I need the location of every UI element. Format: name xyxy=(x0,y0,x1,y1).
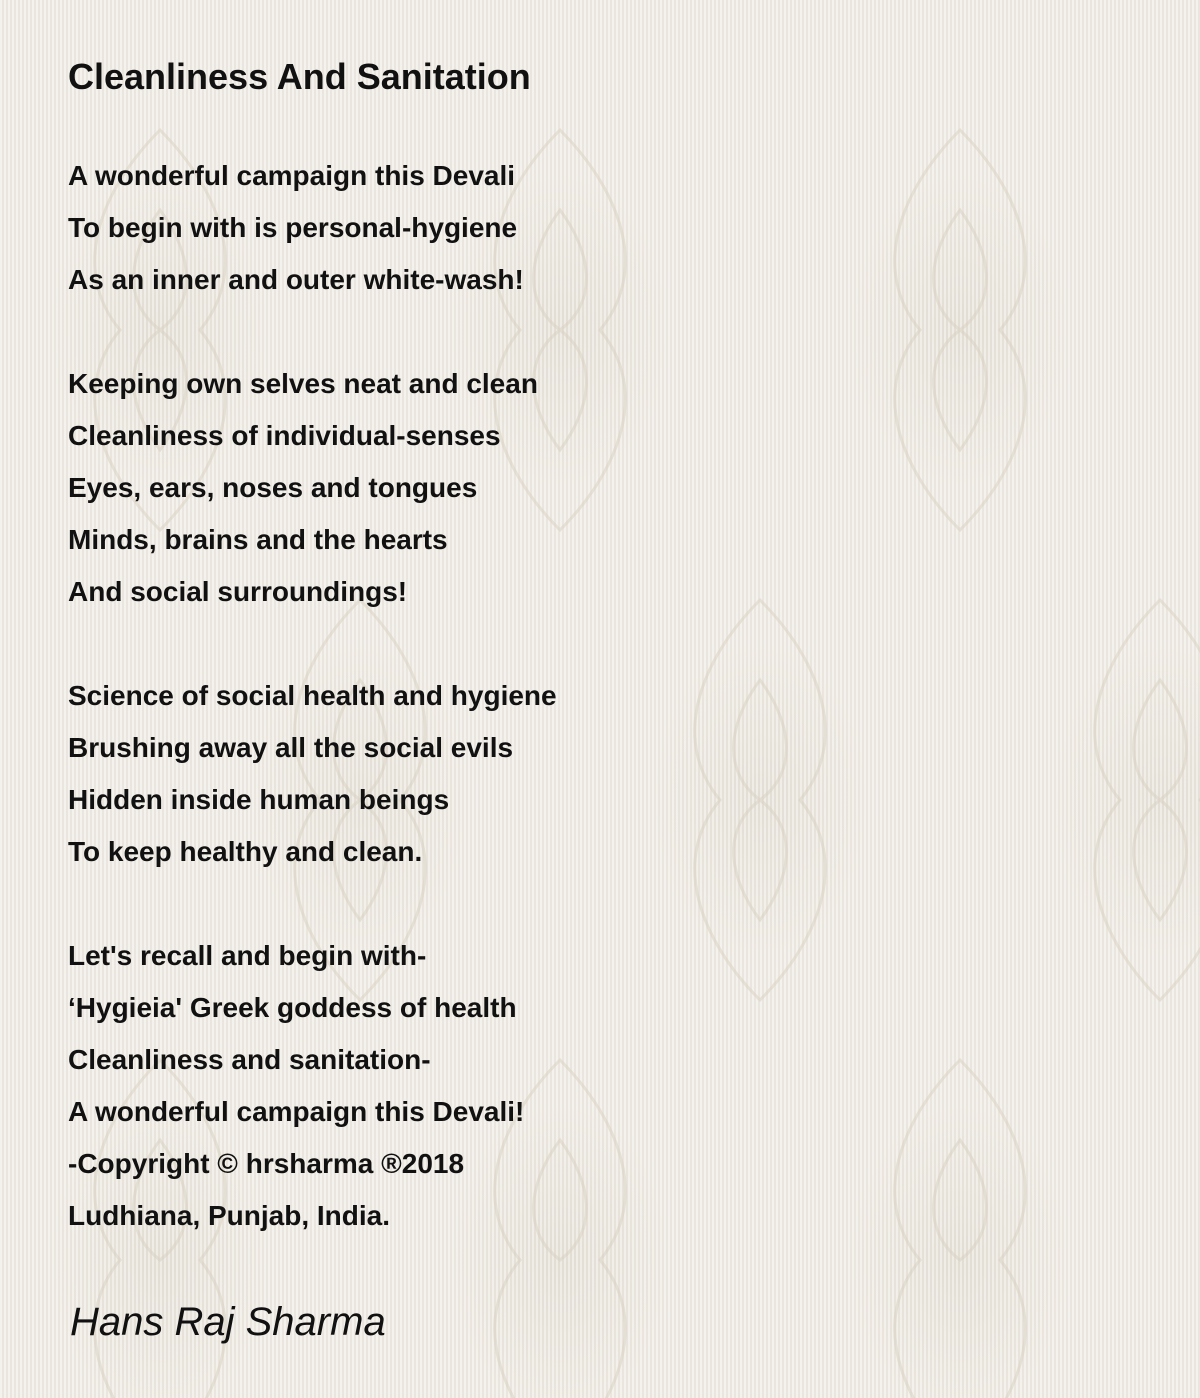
poem-line: To begin with is personal-hygiene xyxy=(68,212,518,243)
poem-line: Brushing away all the social evils xyxy=(68,732,514,763)
poem-line: Keeping own selves neat and clean xyxy=(68,368,538,399)
poem-line: Science of social health and hygiene xyxy=(68,680,557,711)
poem-stanza-3 xyxy=(68,670,557,878)
poem-body xyxy=(68,150,557,1242)
poem-copyright-line: -Copyright © hrsharma ®2018 xyxy=(68,1148,465,1179)
poem-line: Cleanliness and sanitation- xyxy=(68,1044,431,1075)
poem-line: Cleanliness of individual-senses xyxy=(68,420,501,451)
poem-stanza-1 xyxy=(68,150,557,306)
poem-location-line: Ludhiana, Punjab, India. xyxy=(68,1200,391,1231)
poem-title: Cleanliness And Sanitation xyxy=(68,56,531,97)
poem-line: A wonderful campaign this Devali xyxy=(68,160,516,191)
poem-line: A wonderful campaign this Devali! xyxy=(68,1096,525,1127)
poem-stanza-4 xyxy=(68,930,557,1242)
poem-stanza-2 xyxy=(68,358,557,618)
poem-line: To keep healthy and clean. xyxy=(68,836,423,867)
poem-line: Hidden inside human beings xyxy=(68,784,450,815)
poem-line: Let's recall and begin with- xyxy=(68,940,427,971)
poem-line: And social surroundings! xyxy=(68,576,408,607)
poem-line: Eyes, ears, noses and tongues xyxy=(68,472,478,503)
poem-author: Hans Raj Sharma xyxy=(70,1300,386,1344)
poem-line: Minds, brains and the hearts xyxy=(68,524,448,555)
poem-line: ‘Hygieia' Greek goddess of health xyxy=(68,992,517,1023)
poem-line: As an inner and outer white-wash! xyxy=(68,264,524,295)
